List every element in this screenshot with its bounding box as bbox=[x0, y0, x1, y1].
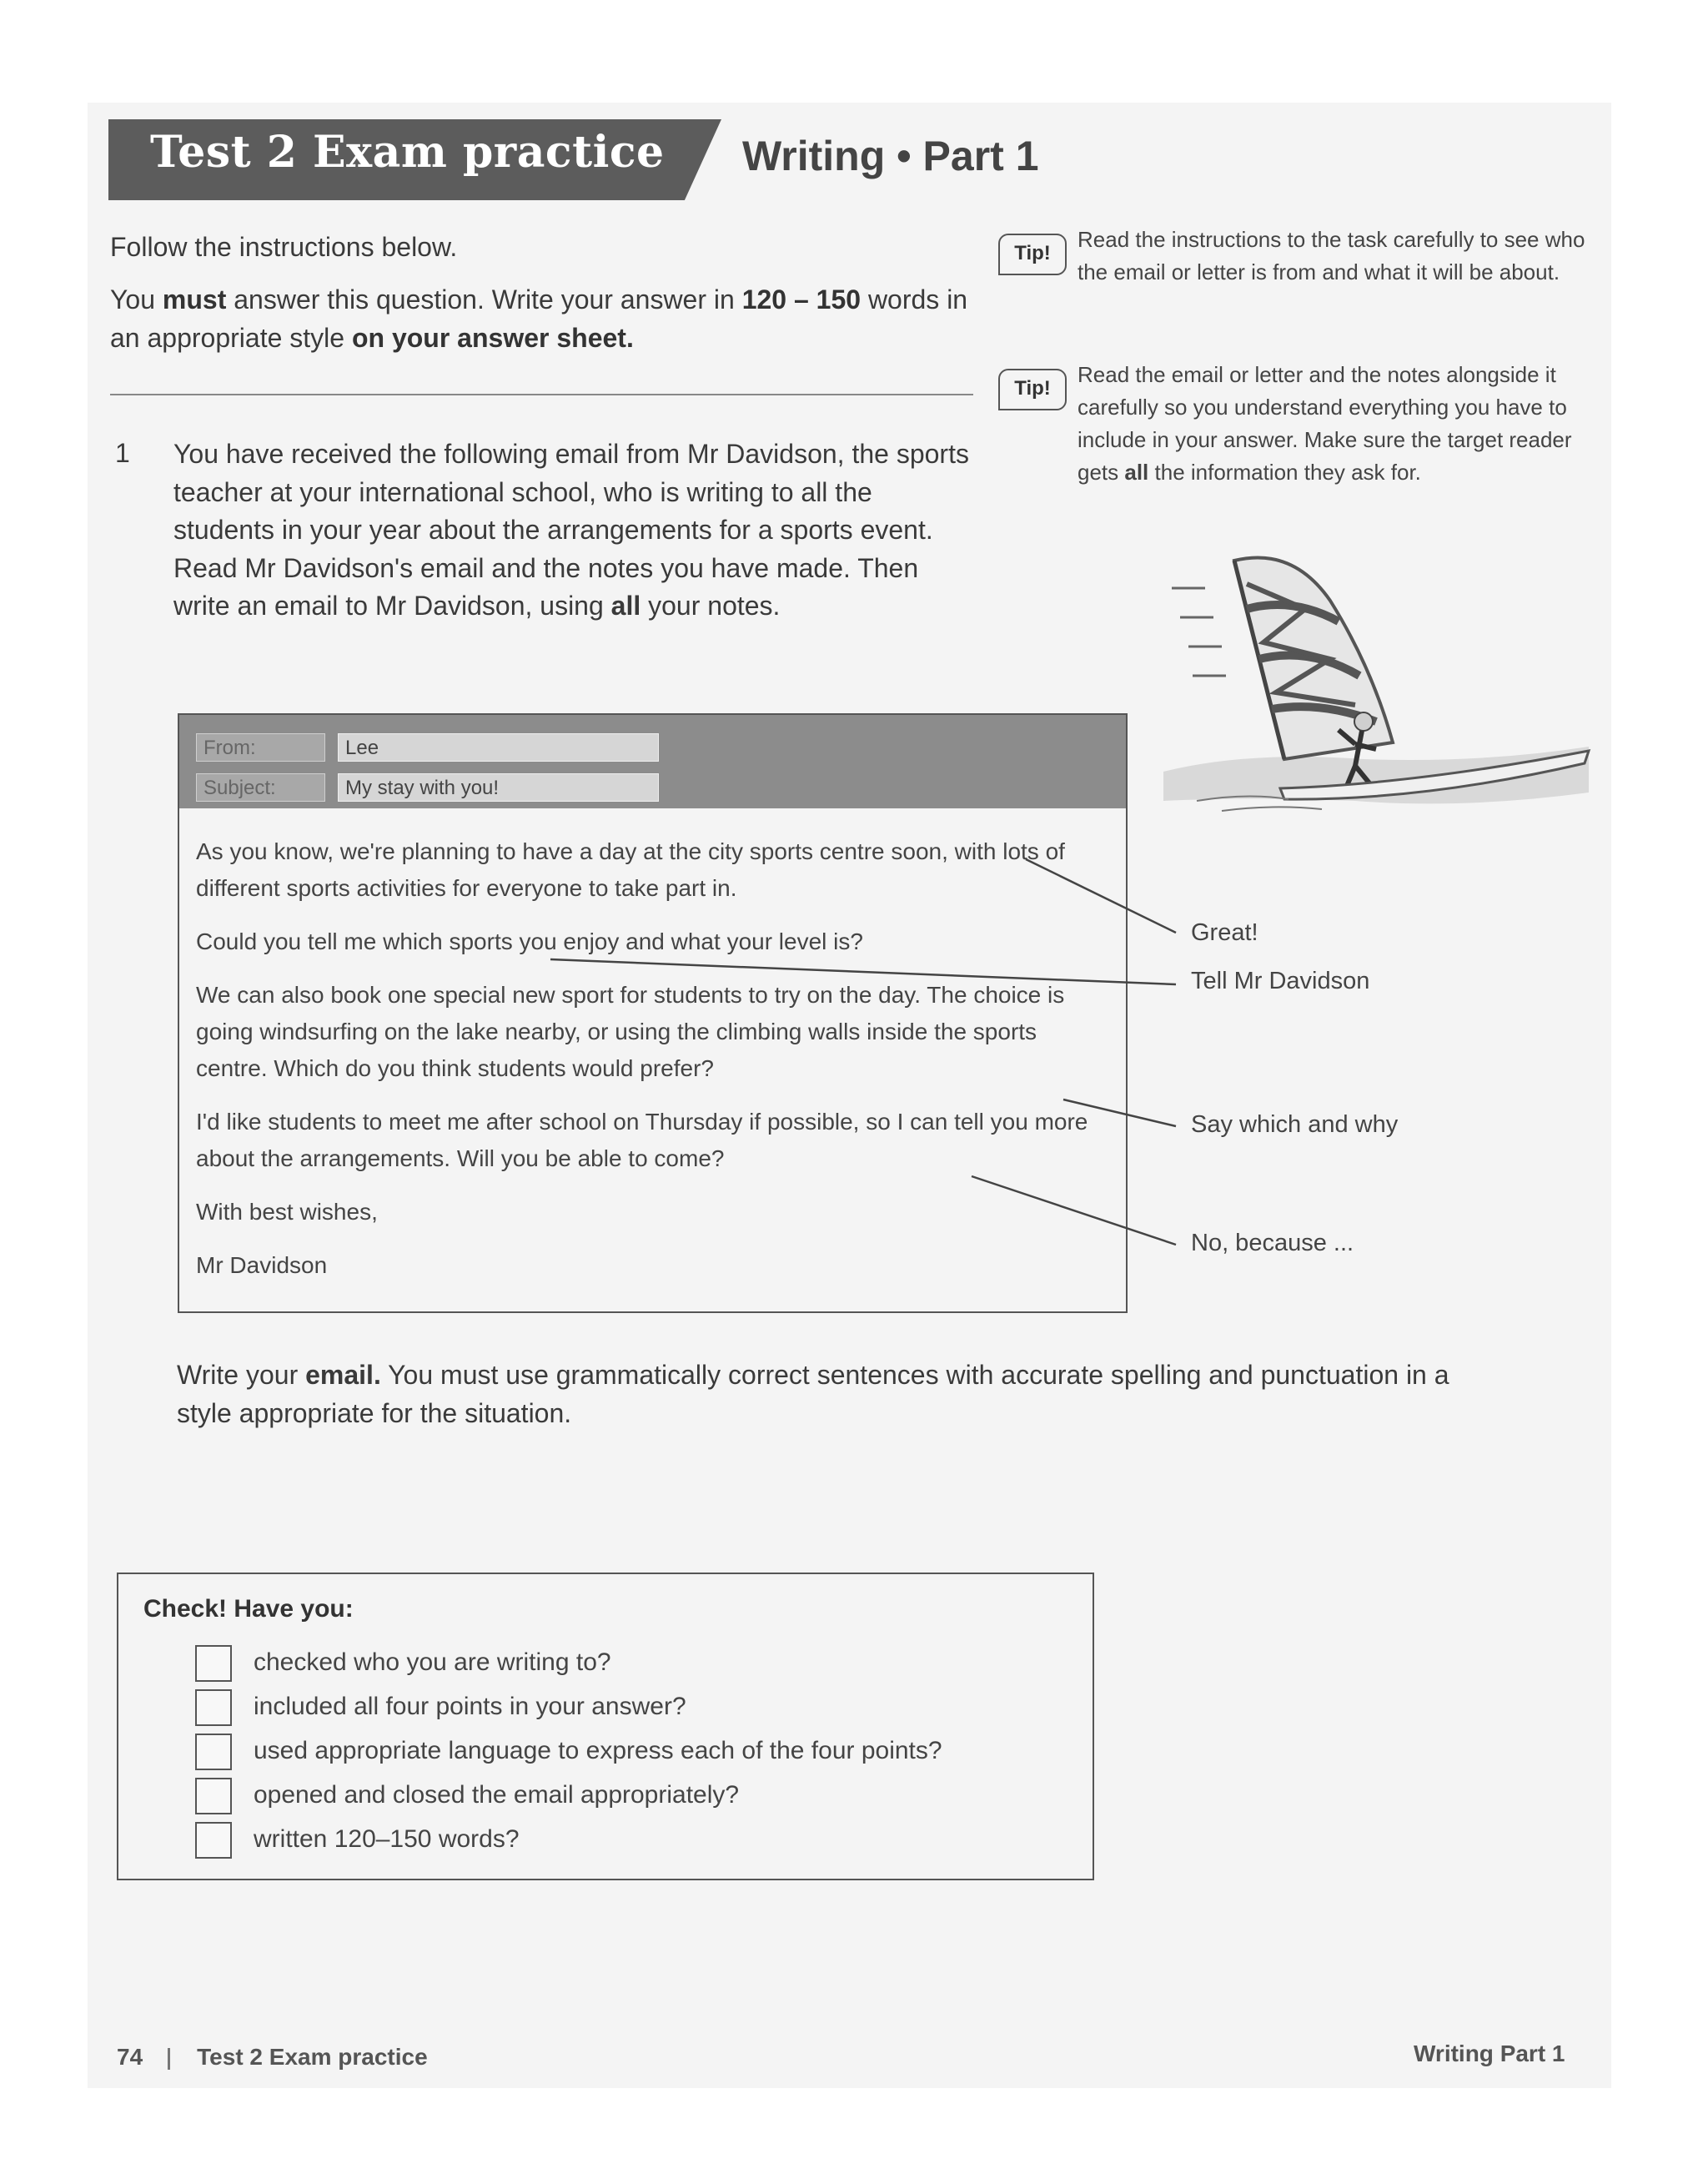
tip-text: Read the instructions to the task carefully to see who the email or letter is from and what it will be about. bbox=[1078, 227, 1585, 284]
checklist-label: used appropriate language to express each of the four points? bbox=[254, 1737, 942, 1764]
checklist-panel bbox=[117, 1573, 1094, 1880]
divider bbox=[110, 394, 973, 395]
checklist-label: included all four points in your answer? bbox=[254, 1693, 686, 1720]
email-body bbox=[196, 833, 1113, 1301]
instructions-line: Follow the instructions below. bbox=[110, 232, 458, 262]
windsurfer-illustration bbox=[1147, 551, 1597, 834]
question-number: 1 bbox=[115, 438, 130, 468]
footer-section: Test 2 Exam practice bbox=[197, 2044, 428, 2070]
checkbox[interactable] bbox=[195, 1645, 232, 1682]
page-title: Test 2 Exam practice bbox=[150, 127, 665, 178]
instructions-paragraph: You must answer this question. Write your answer in 120 – 150 words in an appropriate style on your answer sheet. bbox=[110, 284, 968, 353]
question-text: You have received the following email from Mr Davidson, the sports teacher at your international school, who is writing to all the students in your year about the arrangements for a sports event. Read Mr Davidson's email and the notes you have made. Then write an email to Mr Davidson, using all your notes. bbox=[173, 439, 969, 621]
email-signoff: With best wishes, bbox=[196, 1199, 378, 1225]
task-instruction: Write your email. You must use grammatically correct sentences with accurate spelling and punctuation in a style appropriate for the situation. bbox=[177, 1360, 1449, 1428]
from-label: From: bbox=[196, 733, 325, 762]
note-tell: Tell Mr Davidson bbox=[1191, 968, 1370, 994]
subject-field: My stay with you! bbox=[338, 773, 659, 802]
footer-left bbox=[117, 2044, 428, 2071]
checkbox[interactable] bbox=[195, 1734, 232, 1770]
checkbox[interactable] bbox=[195, 1822, 232, 1859]
email-paragraph: We can also book one special new sport for students to try on the day. The choice is going windsurfing on the lake nearby, or using the climbing walls inside the sports centre. Which do you think students would prefer? bbox=[196, 982, 1065, 1081]
checkbox[interactable] bbox=[195, 1689, 232, 1726]
footer-right: Writing Part 1 bbox=[1414, 2041, 1565, 2066]
checklist-label: written 120–150 words? bbox=[254, 1825, 520, 1853]
note-great: Great! bbox=[1191, 919, 1258, 946]
note-say-which: Say which and why bbox=[1191, 1111, 1399, 1138]
tip-tag: Tip! bbox=[998, 369, 1067, 410]
email-panel bbox=[178, 713, 1128, 1313]
email-paragraph: I'd like students to meet me after school on Thursday if possible, so I can tell you more about the arrangements. Will you be able to come? bbox=[196, 1109, 1088, 1171]
page-number: 74 bbox=[117, 2044, 143, 2070]
checklist-label: checked who you are writing to? bbox=[254, 1648, 611, 1676]
checklist-label: opened and closed the email appropriately? bbox=[254, 1781, 740, 1809]
tip-tag: Tip! bbox=[998, 234, 1067, 275]
email-signature: Mr Davidson bbox=[196, 1252, 328, 1278]
footer-divider bbox=[168, 2048, 170, 2070]
subject-label: Subject: bbox=[196, 773, 325, 802]
page-subtitle: Writing • Part 1 bbox=[742, 133, 1039, 179]
email-paragraph: As you know, we're planning to have a day at the city sports centre soon, with lots of different sports activities for everyone to take part in. bbox=[196, 838, 1065, 901]
checkbox[interactable] bbox=[195, 1778, 232, 1814]
note-no-because: No, because ... bbox=[1191, 1230, 1354, 1256]
tip-text: Read the email or letter and the notes alongside it carefully so you understand everything you have to include in your answer. Make sure the target reader gets all the information they ask for. bbox=[1078, 362, 1572, 485]
checklist-title: Check! Have you: bbox=[143, 1595, 354, 1623]
email-paragraph: Could you tell me which sports you enjoy and what your level is? bbox=[196, 928, 863, 954]
from-field: Lee bbox=[338, 733, 659, 762]
